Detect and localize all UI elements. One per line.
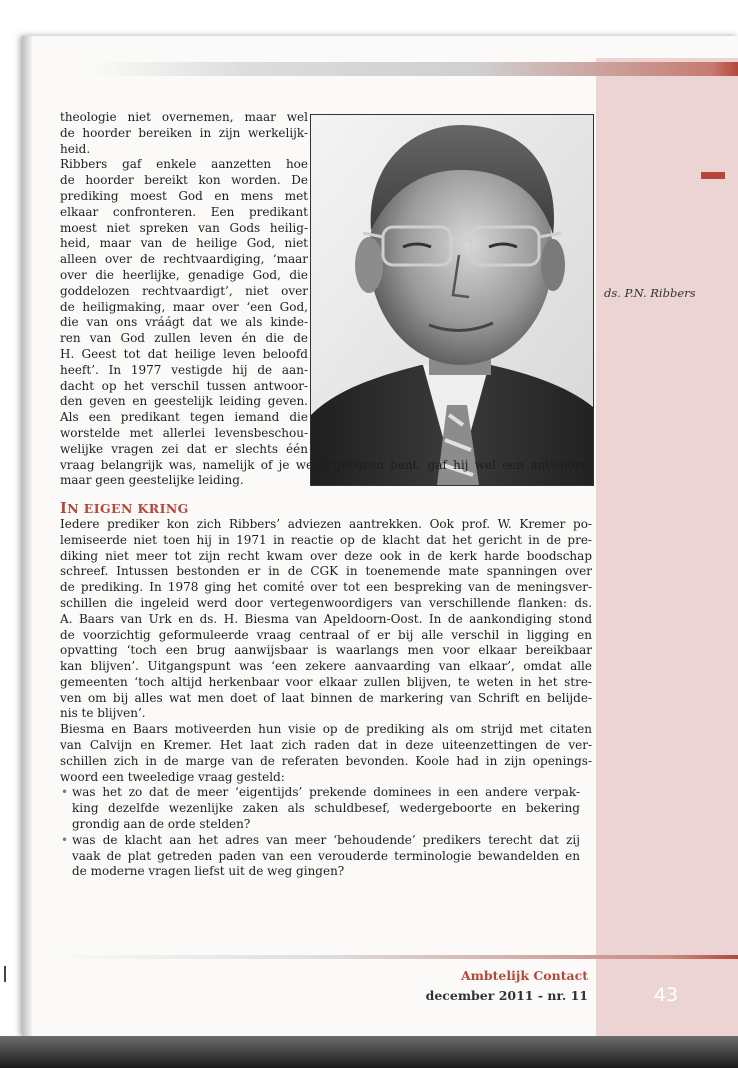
text-line: Als een predikant tegen iemand die [60, 410, 308, 425]
text-line: theologie niet overnemen, maar wel [60, 110, 308, 124]
text-line: nis te blijven’. [60, 706, 146, 721]
text-line: maar geen geestelijke leiding. [60, 473, 244, 488]
text-line: kan blijven’. Uitgangspunt was ‘een zekere aanvaarding van elkaar’, omdat alle [60, 659, 592, 674]
footer-rule [50, 955, 738, 959]
text-line: de prediking. In 1978 ging het comité over tot een bespreking van de meningsver- [60, 580, 592, 595]
bullet-item [60, 833, 580, 849]
text-line: moest niet spreken van Gods heilig- [60, 220, 308, 235]
text-line: Ribbers gaf enkele aanzetten hoe [60, 157, 308, 172]
text-line: die van ons vráágt dat we als kinde- [60, 315, 308, 330]
wide-column [60, 458, 592, 881]
text-line: ven om bij alles wat men doet of laat binnen de markering van Schrift en belijde- [60, 690, 592, 705]
text-line: welijke vragen zei dat er slechts één [60, 441, 308, 456]
heading-rest: N EIGEN KRING [67, 501, 189, 517]
bullet-continuation: vaak de plat getreden paden van een verouderde terminologie bewandelden en [72, 848, 580, 863]
bullet-icon: • [61, 832, 69, 847]
bullet-text: was het zo dat de meer ‘eigentijds’ prekende dominees in een andere verpak- [72, 785, 580, 800]
bullet-continuation: de moderne vragen liefst uit de weg gingen? [72, 864, 345, 879]
text-line: de hoorder bereikt kon worden. De [60, 173, 308, 188]
text-line: worstelde met allerlei levensbeschou- [60, 425, 308, 440]
text-line: prediking moest God en mens met [60, 188, 308, 203]
text-line: A. Baars van Urk en ds. H. Biesma van Apeldoorn-Oost. In de aankondiging stond [60, 611, 592, 626]
text-line: heid, maar van de heilige God, niet [60, 236, 308, 251]
footer-issue: december 2011 - nr. 11 [425, 988, 588, 1003]
text-line: Biesma en Baars motiveerden hun visie op de prediking als om strijd met citaten [60, 722, 592, 737]
text-line: heeft’. In 1977 vestigde hij de aan- [60, 362, 308, 377]
footer-magazine-title: Ambtelijk Contact [460, 968, 588, 983]
text-line: ren van God zullen leven én die de [60, 331, 308, 346]
text-line: heid. [60, 141, 91, 156]
text-line: lemiseerde niet toen hij in 1971 in reactie op de klacht dat het gericht in de pre- [60, 532, 592, 547]
text-line: opvatting ‘toch een brug aanwijsbaar is waarlangs men voor elkaar bereikbaar [60, 643, 592, 658]
text-line: van Calvijn en Kremer. Het laat zich raden dat in deze uiteenzettingen de ver- [60, 738, 592, 753]
text-line: Iedere prediker kon zich Ribbers’ adviezen aantrekken. Ook prof. W. Kremer po- [60, 516, 592, 531]
text-line: de heiligmaking, maar over ‘een God, [60, 299, 308, 314]
sidebar-band [596, 58, 738, 1036]
bullet-icon: • [61, 785, 69, 800]
heading-initial: I [60, 500, 68, 518]
bullet-continuation: king dezelfde wezenlijke zaken als schuldbesef, wedergeboorte en bekering [72, 801, 580, 816]
section-heading [60, 501, 592, 517]
text-line: den geven en geestelijk leiding geven. [60, 394, 308, 409]
text-line: schillen die ingeleid werd door vertegenwoordigers van verschillende flanken: ds. [60, 595, 592, 610]
text-line: over die heerlijke, genadige God, die [60, 267, 308, 282]
text-line: woord een tweeledige vraag gesteld: [60, 769, 285, 784]
text-line: de voorzichtig geformuleerde vraag centraal of er bij alle verschil in ligging en [60, 627, 592, 642]
page-spine [22, 36, 32, 1036]
accent-tick [701, 172, 725, 179]
text-line: vraag belangrijk was, namelijk of je wedergeboren bent, gaf hij wel een antwoord, [60, 457, 592, 472]
text-line: schillen zich in de marge van de referaten bevonden. Koole had in zijn openings- [60, 753, 592, 768]
text-line: dacht op het verschil tussen antwoor- [60, 378, 308, 393]
text-line: schreef. Intussen bestonden er in de CGK in toenemende mate spanningen over [60, 564, 592, 579]
page-number: 43 [653, 984, 679, 1006]
narrow-column [60, 110, 592, 458]
text-line: H. Geest tot dat heilige leven beloofd [60, 346, 308, 361]
text-line: alleen over de rechtvaardiging, ‘maar [60, 252, 308, 267]
text-line: de hoorder bereiken in zijn werkelijk- [60, 125, 308, 140]
text-line: goddelozen rechtvaardigt’, niet over [60, 283, 308, 298]
bullet-continuation: grondig aan de orde stelden? [72, 817, 251, 832]
article-body [60, 110, 592, 880]
text-line: gemeenten ‘toch altijd herkenbaar voor elkaar zullen blijven, te weten in het stre- [60, 674, 592, 689]
bullet-item [60, 785, 580, 801]
text-line: elkaar confronteren. Een predikant [60, 204, 308, 219]
scan-shadow [0, 1036, 738, 1068]
bullet-text: was de klacht aan het adres van meer ‘behoudende’ predikers terecht dat zij [72, 832, 580, 847]
top-decorative-band [90, 62, 738, 76]
photo-caption: ds. P.N. Ribbers [604, 286, 696, 300]
edge-mark [4, 966, 6, 982]
text-line: diking niet meer tot zijn recht kwam over deze ook in de kerk harde boodschap [60, 548, 592, 563]
